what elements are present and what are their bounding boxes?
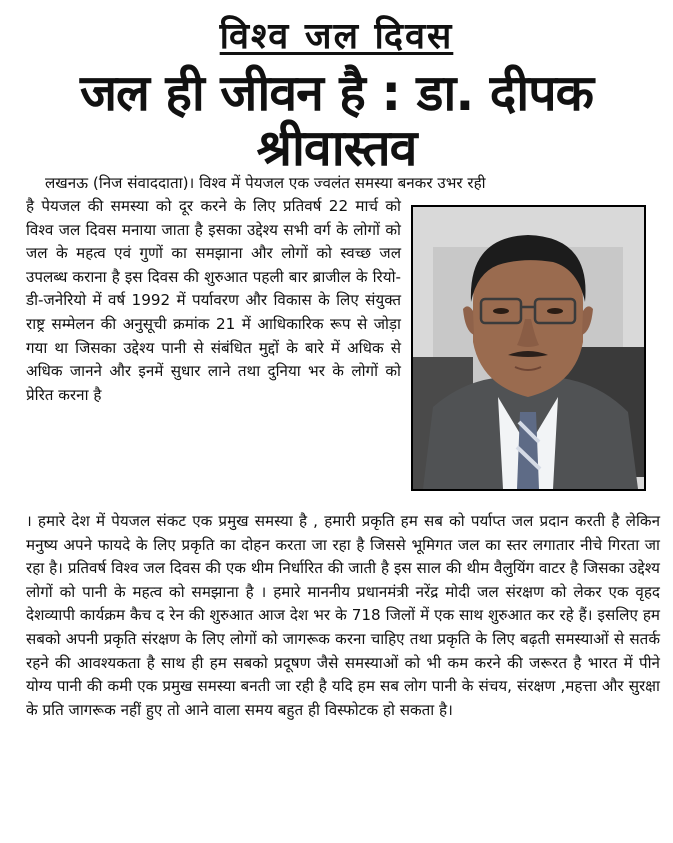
lead-paragraph: लखनऊ (निज संवाददाता)। विश्व में पेयजल एक ज्वलंत समस्या बनकर उभर रही	[45, 174, 486, 192]
kicker-text: विश्व जल दिवस	[219, 16, 454, 57]
column-paragraph: है पेयजल की समस्या को दूर करने के लिए प्रतिवर्ष 22 मार्च को विश्व जल दिवस मनाया जाता है इसका उद्देश्य सभी वर्ग के लोगों को जल के महत्व एवं गुणों का समझाना और लोगों को स्वच्छ जल उपलब्ध कराना है इस दिवस की शुरुआत पहली बार ब्राजील के रियो-डी-जनेरियो में वर्ष 1992 में पर्यावरण और विकास के लिए संयुक्त राष्ट्र सम्मेलन की अनुसूची क्रमांक 21 में आधिकारिक रूप से जोड़ा गया था जिसका उद्देश्य पानी से संबंधित मुद्दों के बारे में अधिक से अधिक जानने और इनमें सुधार लाने तथा दुनिया भर के लोगों को प्रेरित करना है	[26, 197, 401, 404]
article-headline: जल ही जीवन है : डा. दीपक श्रीवास्तव	[79, 64, 594, 177]
main-paragraph: । हमारे देश में पेयजल संकट एक प्रमुख समस्या है , हमारी प्रकृति हम सब को पर्याप्त जल प्रदान करती है लेकिन मनुष्य अपने फायदे के लिए प्रकृति का दोहन करता जा रहा है जिससे भूमिगत जल का स्तर लगातार नीचे गिरता जा रहा है। प्रतिवर्ष विश्व जल दिवस की एक थीम निर्धारित की जाती है इस साल की थीम वैलुयिंग वाटर है जिसका उद्देश्य लोगों को पानी के महत्व को समझाना है । हमारे माननीय प्रधानमंत्री नरेंद्र मोदी जल संरक्षण को लेकर एक वृहद देशव्यापी कार्यक्रम कैच द रेन की शुरुआत आज देश भर के 718 जिलों में एक साथ शुरुआत कर रहे हैं। इसलिए हम सबको अपनी प्रकृति संरक्षण के लिए लोगों को जागरूक करना चाहिए तथा प्रकृति के लिए बढ़ती समस्याओं से सतर्क रहने की आवश्यकता है साथ ही हम सबको प्रदूषण जैसे समस्याओं को भी कम करने की जरूरत है भारत में पीने योग्य पानी की कमी एक प्रमुख समस्या बनती जा रही है यदि हम सब लोग पानी के संचय, संरक्षण ,महत्ता और सुरक्षा के प्रति जागरूक नहीं हुए तो आने वाला समय बहुत ही विस्फोटक हो सकता है।	[26, 512, 660, 719]
portrait-illustration	[413, 207, 644, 489]
portrait-photo	[411, 205, 646, 491]
article-kicker	[0, 10, 673, 59]
